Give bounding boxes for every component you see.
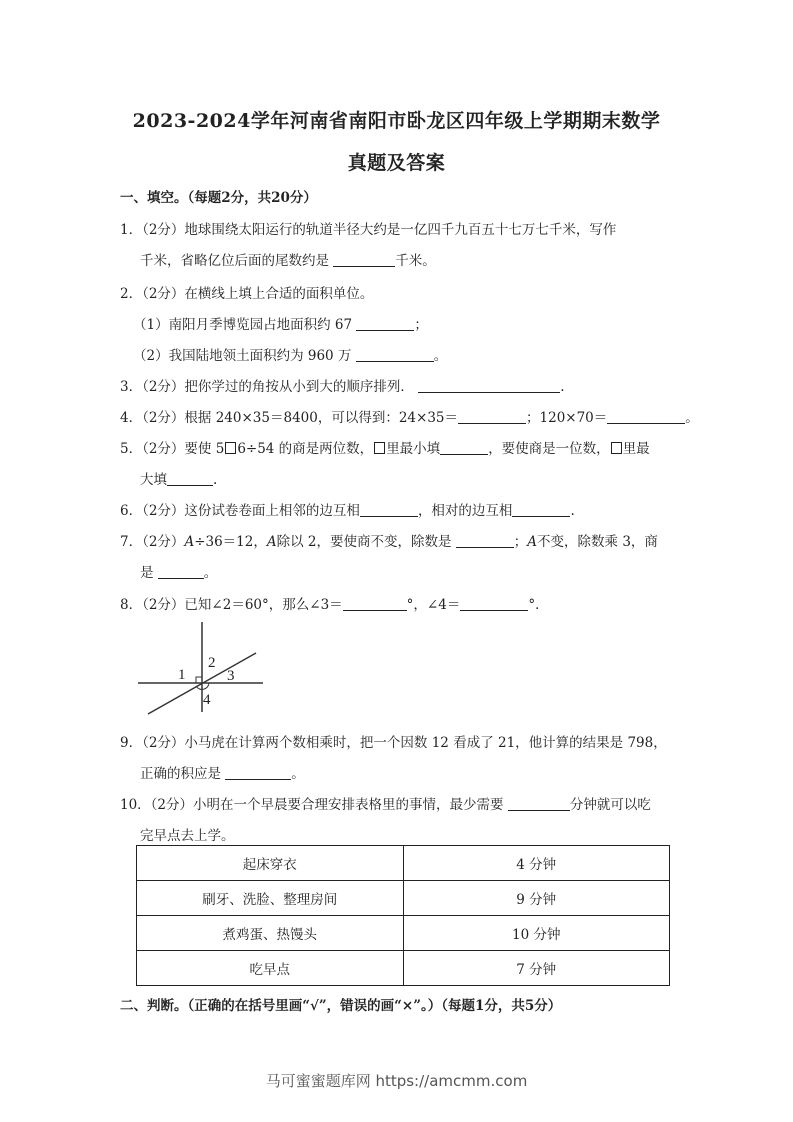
question-9-text: 正确的积应是	[140, 766, 221, 782]
answer-blank[interactable]	[458, 409, 526, 424]
question-8-text: 8．（2分）已知∠2＝60°，那么∠3＝	[120, 597, 343, 613]
angle-label-2: 2	[208, 655, 216, 671]
question-6	[120, 499, 575, 519]
punctuation: ；	[513, 534, 528, 550]
question-2: 2．（2分）在横线上填上合适的面积单位。	[120, 286, 374, 302]
punctuation: .	[213, 472, 218, 488]
answer-blank[interactable]	[158, 564, 204, 579]
time-cell: 7 分钟	[403, 951, 670, 986]
section-heading-fill-in: 一、填空。（每题2分，共20分）	[120, 190, 317, 206]
time-cell: 9 分钟	[403, 881, 670, 916]
task-cell: 煮鸡蛋、热馒头	[137, 916, 404, 951]
question-7-line2	[140, 561, 217, 581]
variable-a: A	[527, 534, 538, 550]
question-7-text3: 除以 2，要使商不变，除数是	[276, 534, 452, 550]
question-7-text5: 是	[140, 565, 154, 581]
right-angle-mark	[196, 677, 202, 683]
angle-figure	[138, 620, 266, 718]
question-5-text5: 里最	[622, 441, 650, 457]
time-cell: 10 分钟	[403, 916, 670, 951]
answer-blank[interactable]	[440, 440, 488, 455]
punctuation: 。	[433, 348, 448, 364]
table-row	[137, 916, 670, 951]
question-2-part2	[133, 344, 447, 364]
question-2-part1	[133, 313, 428, 333]
question-5-line1	[120, 437, 650, 457]
task-cell: 刷牙、洗脸、整理房间	[137, 881, 404, 916]
digit-box	[374, 442, 385, 454]
question-4	[120, 406, 699, 426]
task-cell: 起床穿衣	[137, 846, 404, 881]
question-5-line2	[140, 468, 217, 488]
answer-blank[interactable]	[460, 596, 528, 611]
table-row	[137, 846, 670, 881]
question-10-line1	[120, 793, 651, 813]
question-5-text6: 大填	[140, 472, 167, 488]
section-heading-true-false: 二、判断。（正确的在括号里画“√”，错误的画“×”。）（每题1分，共5分）	[120, 998, 562, 1014]
question-5-text3: 里最小填	[386, 441, 441, 457]
page-title-line2: 真题及答案	[347, 152, 446, 174]
question-9-line2	[140, 762, 305, 782]
variable-a: A	[266, 534, 277, 550]
answer-blank[interactable]	[167, 471, 213, 486]
punctuation: 。	[291, 766, 305, 782]
question-5-text4: ，要使商是一位数，	[488, 441, 610, 457]
digit-box	[611, 442, 622, 454]
question-7-text2: ÷36＝12，	[194, 534, 267, 550]
question-4-text: 4．（2分）根据 240×35＝8400，可以得到：24×35＝	[120, 410, 459, 426]
answer-blank[interactable]	[356, 347, 434, 362]
question-10-text2: 分钟就可以吃	[569, 797, 651, 813]
punctuation: .	[560, 379, 565, 395]
answer-blank[interactable]	[508, 796, 570, 811]
question-1-text: 千米，省略亿位后面的尾数约是	[140, 253, 329, 269]
question-9-line1: 9．（2分）小马虎在计算两个数相乘时，把一个因数 12 看成了 21，他计算的结果是 798，	[120, 735, 667, 751]
table-row	[137, 951, 670, 986]
answer-blank[interactable]	[456, 533, 514, 548]
answer-blank[interactable]	[418, 378, 560, 393]
question-2-part1-text: （1）南阳月季博览园占地面积约 67	[133, 317, 353, 333]
task-cell: 吃早点	[137, 951, 404, 986]
variable-a: A	[184, 534, 195, 550]
answer-blank[interactable]	[512, 502, 570, 517]
punctuation: ；	[414, 317, 428, 333]
question-10-line2: 完早点去上学。	[140, 828, 235, 844]
question-7-text: 7．（2分）	[120, 534, 185, 550]
question-5-text2: 6÷54 的商是两位数，	[237, 441, 374, 457]
punctuation: 。	[685, 410, 699, 426]
punctuation: .	[570, 503, 575, 519]
table-row	[137, 881, 670, 916]
question-1-line1: 1．（2分）地球围绕太阳运行的轨道半径大约是一亿四千九百五十七万七千米，写作	[120, 222, 617, 238]
question-1-unit: 千米。	[395, 253, 436, 269]
schedule-table	[136, 845, 670, 986]
question-8-text3: °．	[528, 597, 549, 613]
question-10-text: 10．（2分）小明在一个早晨要合理安排表格里的事情，最少需要	[120, 797, 504, 813]
answer-blank[interactable]	[360, 502, 418, 517]
question-2-part2-text: （2）我国陆地领土面积约为 960 万	[133, 348, 352, 364]
angle-label-4: 4	[203, 692, 211, 708]
angle-label-3: 3	[227, 668, 235, 684]
question-5-text: 5．（2分）要使 5	[120, 441, 225, 457]
question-3	[120, 375, 565, 395]
question-6-text2: ，相对的边互相	[417, 503, 513, 519]
question-6-text: 6．（2分）这份试卷卷面上相邻的边互相	[120, 503, 360, 519]
angle-label-1: 1	[178, 667, 186, 683]
answer-blank[interactable]	[225, 765, 291, 780]
question-7-text4: 不变，除数乘 3，商	[537, 534, 658, 550]
digit-box	[225, 442, 236, 454]
question-7-line1	[120, 530, 658, 550]
answer-blank[interactable]	[333, 252, 395, 267]
page-title: 2023-2024学年河南省南阳市卧龙区四年级上学期期末数学	[132, 110, 661, 132]
answer-blank[interactable]	[356, 316, 414, 331]
time-cell: 4 分钟	[403, 846, 670, 881]
punctuation: 。	[203, 565, 218, 581]
question-8	[120, 593, 549, 613]
question-4-text2: ；120×70＝	[526, 410, 608, 426]
question-1-line2	[140, 249, 436, 269]
footer-watermark: 马可蜜蜜题库网 https://amcmm.com	[265, 1072, 528, 1090]
answer-blank[interactable]	[607, 409, 685, 424]
question-3-text: 3．（2分）把你学过的角按从小到大的顺序排列．	[120, 379, 414, 395]
question-8-text2: °，∠4＝	[406, 597, 461, 613]
answer-blank[interactable]	[343, 596, 407, 611]
